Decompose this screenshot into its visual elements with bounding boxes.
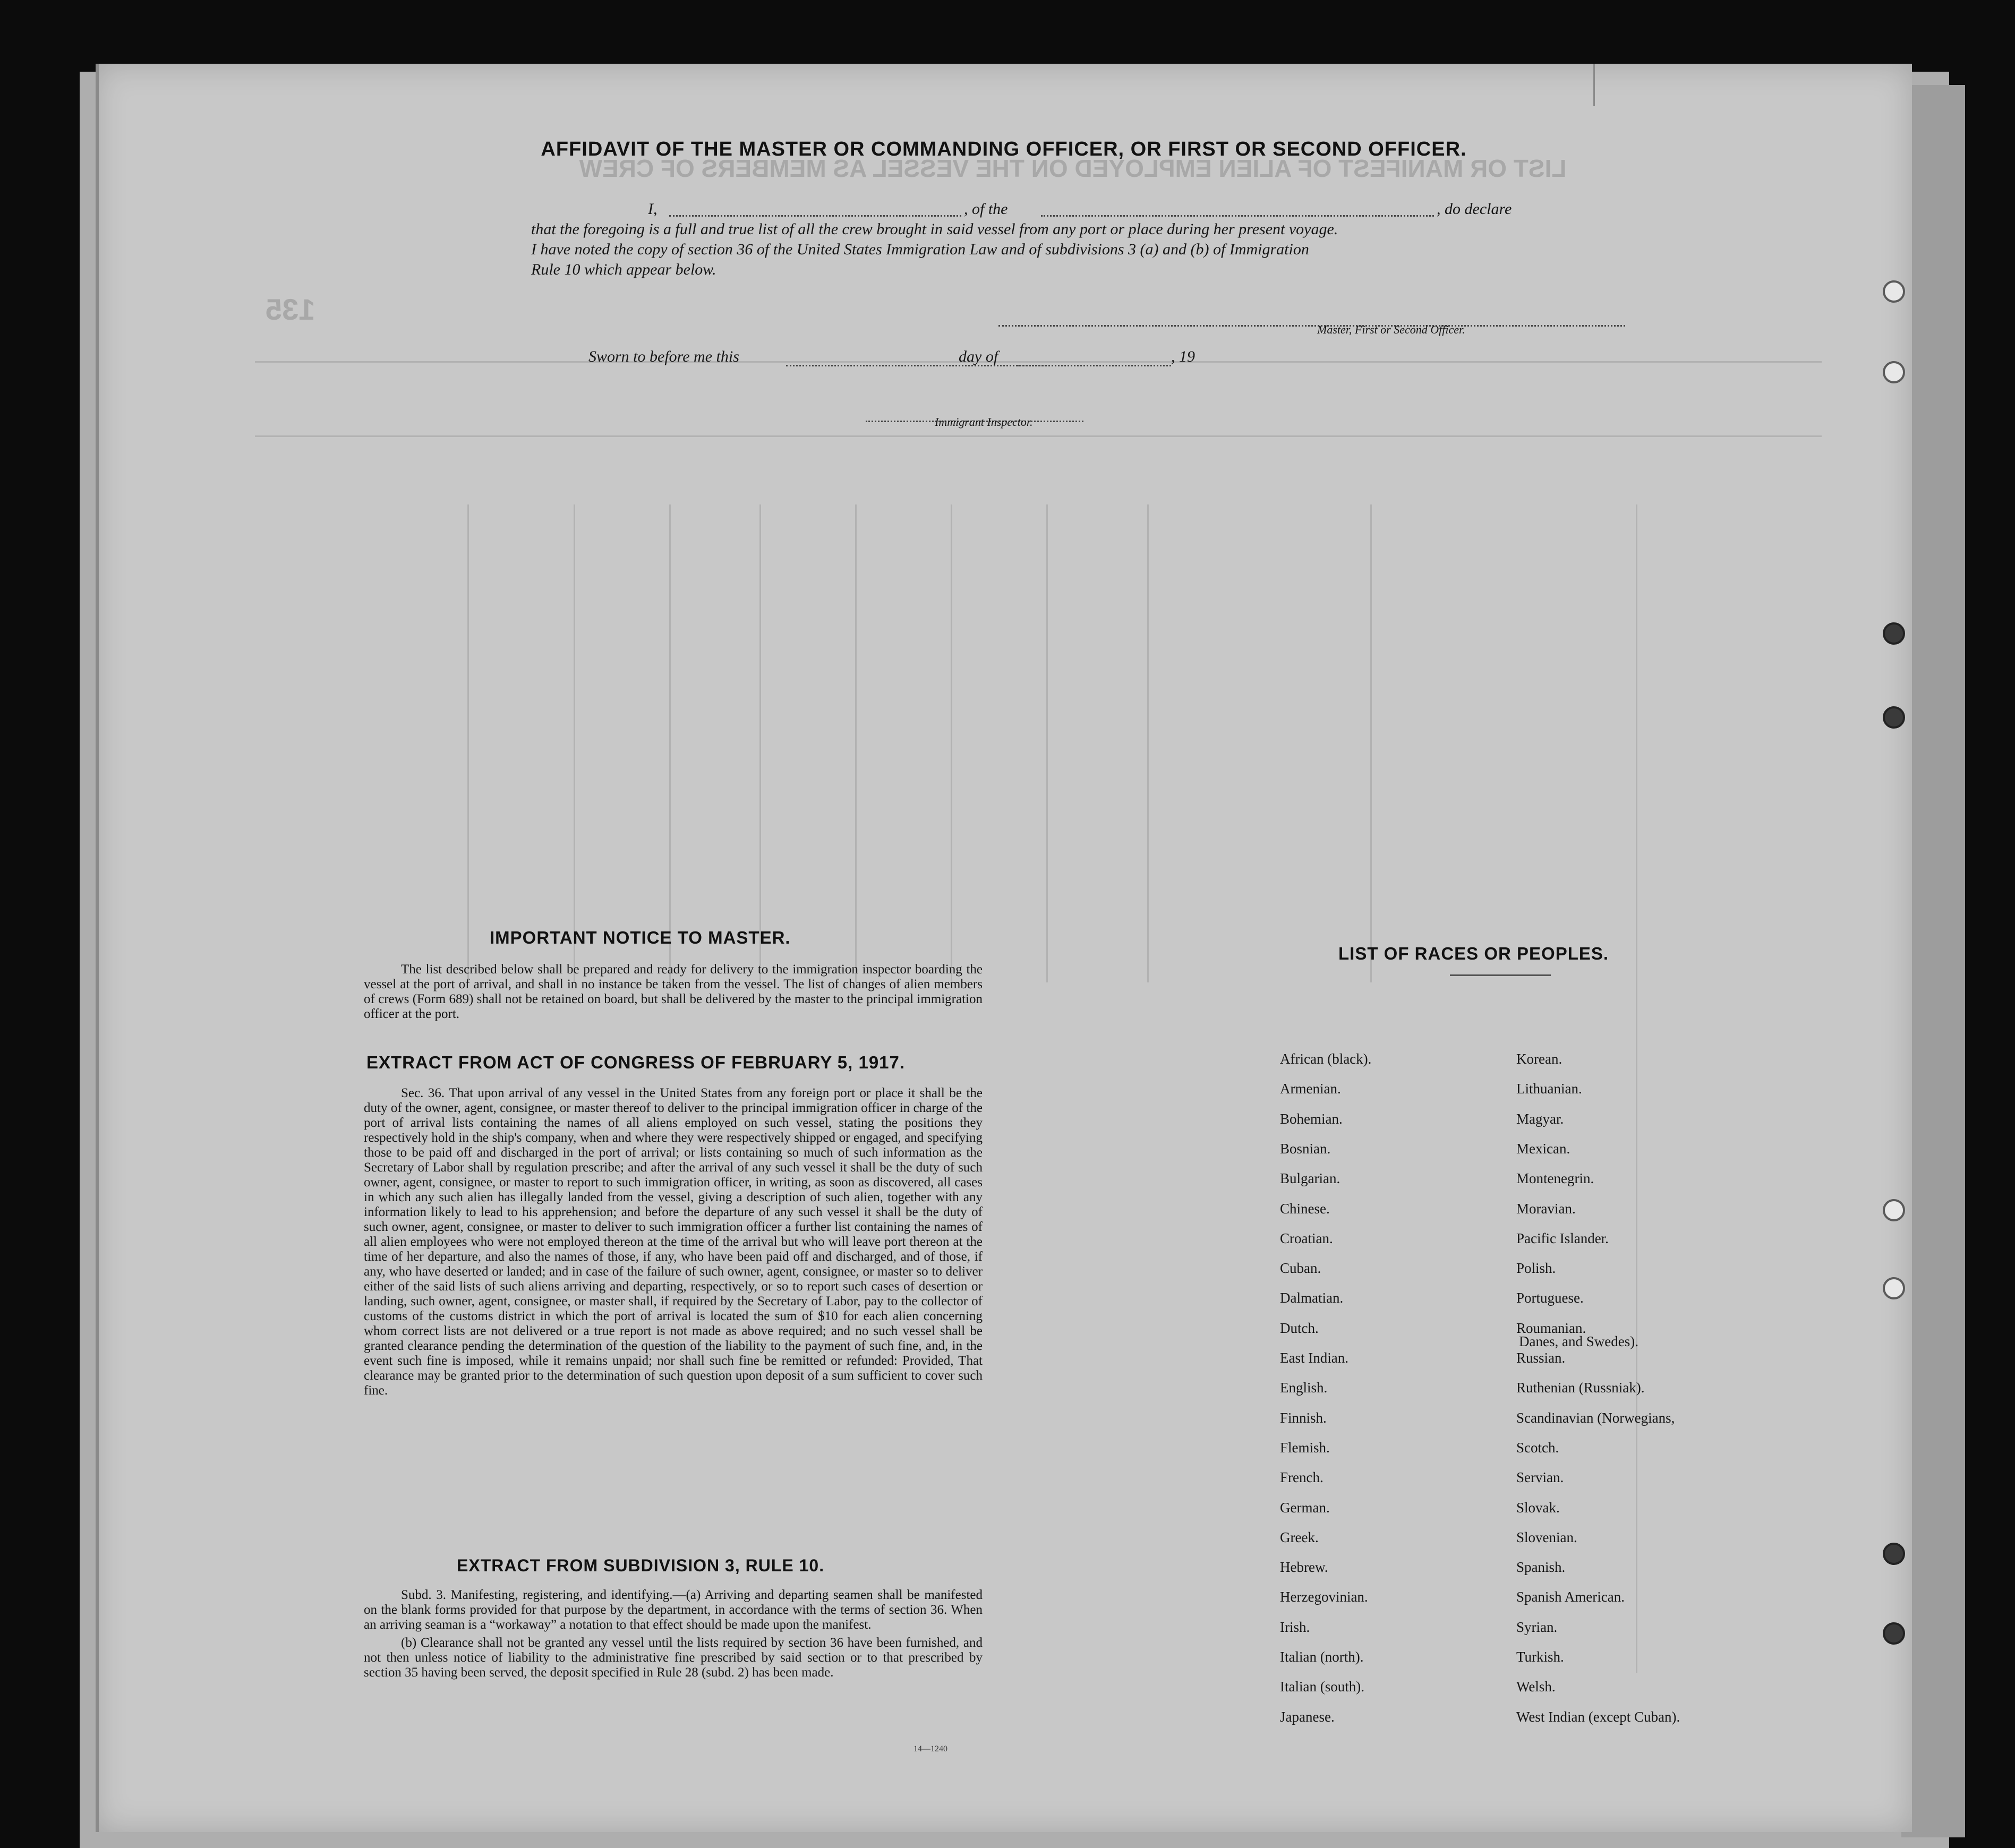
page-fold-mark xyxy=(1593,64,1595,106)
race-item: German. xyxy=(1280,1500,1330,1516)
sworn-label: Sworn to before me this xyxy=(588,348,739,365)
declaration-do-declare: , do declare xyxy=(1437,200,1512,218)
race-item: Servian. xyxy=(1516,1469,1564,1485)
ghost-column-rule xyxy=(1636,504,1637,1673)
race-item: Spanish. xyxy=(1516,1559,1566,1575)
race-item: Montenegrin. xyxy=(1516,1170,1594,1186)
race-item: Scandinavian (Norwegians, xyxy=(1516,1410,1675,1426)
race-item: Portuguese. xyxy=(1516,1290,1584,1306)
sworn-day-blank[interactable] xyxy=(786,353,1046,366)
race-item: Irish. xyxy=(1280,1619,1310,1635)
page-edge-left xyxy=(96,64,99,1832)
form-number: 14—1240 xyxy=(913,1744,947,1753)
race-item: Moravian. xyxy=(1516,1201,1576,1217)
race-item: Welsh. xyxy=(1516,1679,1556,1695)
ghost-rule xyxy=(255,435,1822,437)
master-label: Master, First or Second Officer. xyxy=(1317,323,1465,336)
binder-hole xyxy=(1883,280,1905,303)
ghost-column-rule xyxy=(669,504,671,982)
ghost-column-rule xyxy=(759,504,761,982)
notice-paragraph: The list described below shall be prepared and ready for delivery to the immigration inspector boarding the vessel at the port of arrival, and shall in no instance be taken from the vessel. The list of changes of alien members of crews (Form 689) shall not be retained on board, but shall be delivered by the master to the principal immigration officer at the port. xyxy=(364,962,983,1021)
race-item: Dalmatian. xyxy=(1280,1290,1344,1306)
race-item: Hebrew. xyxy=(1280,1559,1328,1575)
declaration-line-4: Rule 10 which appear below. xyxy=(531,261,716,278)
notice-body xyxy=(364,962,983,1025)
race-item-scandinavian-cont: Danes, and Swedes). xyxy=(1519,1333,1638,1349)
bleed-through-number: 135 xyxy=(266,293,315,326)
race-item: Syrian. xyxy=(1516,1619,1558,1635)
race-item: Slovenian. xyxy=(1516,1529,1577,1545)
race-item: Russian. xyxy=(1516,1350,1566,1366)
ghost-column-rule xyxy=(574,504,575,982)
rule-body xyxy=(364,1588,983,1683)
race-item: Finnish. xyxy=(1280,1410,1327,1426)
binder-hole xyxy=(1883,622,1905,645)
race-item: Turkish. xyxy=(1516,1649,1564,1665)
race-item: French. xyxy=(1280,1469,1324,1485)
race-item: Magyar. xyxy=(1516,1111,1564,1127)
declaration-i: I, xyxy=(648,200,658,218)
declaration-line-2: that the foregoing is a full and true list of all the crew brought in said vessel from any port or place during her present voyage. xyxy=(531,220,1338,238)
rule-paragraph-b: (b) Clearance shall not be granted any vessel until the lists required by section 36 have been furnished, and not then unless notice of liability to the administrative fine prescribed by said section or to that prescribed by section 35 having been served, the deposit specified in Rule 28 (subd. 2) has been made. xyxy=(364,1636,983,1680)
rule-heading: EXTRACT FROM SUBDIVISION 3, RULE 10. xyxy=(457,1556,825,1575)
day-of-label: day of xyxy=(959,348,998,365)
master-signature-line[interactable] xyxy=(998,313,1625,327)
race-item: Dutch. xyxy=(1280,1320,1319,1336)
races-heading: LIST OF RACES OR PEOPLES. xyxy=(1338,944,1609,963)
act-paragraph: Sec. 36. That upon arrival of any vessel in the United States from any foreign port or place it shall be the duty of the owner, agent, consignee, or master thereof to deliver to the principal immigration officer in charge of the port of arrival lists containing the names of all aliens employed on such vessel, stating the positions they respectively hold in the ship's company, when and where they were respectively shipped or engaged, and specifying those to be paid off and discharged in the port of arrival; or lists containing so much of such information as the Secretary of Labor shall by regulation prescribe; and after the arrival of any such vessel it shall be the duty of such owner, agent, consignee, or master to report to such immigration officer, in writing, as soon as discovered, all cases in which any such alien has illegally landed from the vessel, giving a description of such alien, together with any information likely to lead to his apprehension; and before the departure of any such vessel it shall be the duty of such owner, agent, consignee, or master to deliver to such immigration officer a further list containing the names of all alien employees who were not employed thereon at the time of the arrival but who will leave port thereon at the time of her departure, and also the names of those, if any, who have been paid off and discharged, and of those, if any, who have deserted or landed; and in case of the failure of such owner, agent, consignee, or master so to deliver either of the said lists of such aliens arriving and departing, respectively, or so to report such cases of desertion or landing, such owner, agent, consignee, or master shall, if required by the Secretary of Labor, pay to the collector of customs of the customs district in which the port of arrival is located the sum of $10 for each alien concerning whom correct lists are not delivered or a true report is not made as above required; and no such vessel shall be granted clearance pending the determination of the question of the liability to the payment of such fine, and, in the event such fine is imposed, while it remains unpaid; nor shall such fine be remitted or refunded: Provided, That clearance may be granted prior to the determination of such question upon deposit of a sum sufficient to cover such fine. xyxy=(364,1086,983,1398)
ghost-column-rule xyxy=(467,504,469,982)
declaration-line-1 xyxy=(531,199,1646,219)
act-body xyxy=(364,1086,983,1401)
race-item: Italian (north). xyxy=(1280,1649,1364,1665)
race-item: Flemish. xyxy=(1280,1440,1330,1456)
race-item: Mexican. xyxy=(1516,1141,1570,1157)
race-item: Korean. xyxy=(1516,1051,1563,1067)
race-item: Slovak. xyxy=(1516,1500,1560,1516)
races-heading-rule xyxy=(1450,974,1551,976)
race-item: Greek. xyxy=(1280,1529,1319,1545)
race-item: Cuban. xyxy=(1280,1260,1321,1276)
month-blank[interactable] xyxy=(1017,353,1171,366)
inspector-label: Immigrant Inspector. xyxy=(935,415,1033,429)
bleed-through-title: LIST OR MANIFEST OF ALIEN EMPLOYED ON THE VESSEL AS MEMBERS OF CREW xyxy=(579,155,1567,182)
race-item: Armenian. xyxy=(1280,1081,1341,1097)
year-label: , 19 xyxy=(1171,348,1195,365)
ghost-column-rule xyxy=(855,504,857,982)
race-item: African (black). xyxy=(1280,1051,1372,1067)
notice-heading: IMPORTANT NOTICE TO MASTER. xyxy=(490,928,791,947)
race-item: Scotch. xyxy=(1516,1440,1559,1456)
name-blank[interactable] xyxy=(669,203,961,217)
race-item: Herzegovinian. xyxy=(1280,1589,1368,1605)
binder-hole xyxy=(1883,1277,1905,1299)
binder-hole xyxy=(1883,1622,1905,1645)
ghost-column-rule xyxy=(1046,504,1048,982)
race-item: Bohemian. xyxy=(1280,1111,1343,1127)
binder-hole xyxy=(1883,706,1905,729)
race-item: East Indian. xyxy=(1280,1350,1348,1366)
ghost-column-rule xyxy=(951,504,952,982)
race-item: Ruthenian (Russniak). xyxy=(1516,1380,1645,1396)
race-item: Pacific Islander. xyxy=(1516,1230,1609,1246)
affidavit-title: AFFIDAVIT OF THE MASTER OR COMMANDING OFFICER, OR FIRST OR SECOND OFFICER. xyxy=(541,138,1467,160)
act-heading: EXTRACT FROM ACT OF CONGRESS OF FEBRUARY 5, 1917. xyxy=(366,1053,906,1072)
declaration-block xyxy=(531,199,1646,280)
race-item: English. xyxy=(1280,1380,1328,1396)
race-item: Spanish American. xyxy=(1516,1589,1625,1605)
race-item: Roumanian. xyxy=(1516,1320,1586,1336)
binder-hole xyxy=(1883,1199,1905,1221)
rule-paragraph-a: Subd. 3. Manifesting, registering, and identifying.—(a) Arriving and departing seamen shall be manifested on the blank forms provided for that purpose by the department, in accordance with the terms of section 36. When an arriving seaman is a “workaway” a notation to that effect should be made upon the manifest. xyxy=(364,1588,983,1632)
document-page xyxy=(96,64,1912,1832)
race-item: Bosnian. xyxy=(1280,1141,1331,1157)
declaration-of-the: , of the xyxy=(964,200,1008,218)
race-item: West Indian (except Cuban). xyxy=(1516,1709,1680,1725)
binder-hole xyxy=(1883,1543,1905,1565)
race-item: Lithuanian. xyxy=(1516,1081,1582,1097)
race-item: Croatian. xyxy=(1280,1230,1333,1246)
race-item: Chinese. xyxy=(1280,1201,1330,1217)
vessel-blank[interactable] xyxy=(1041,203,1434,217)
declaration-line-3: I have noted the copy of section 36 of the United States Immigration Law and of subdivisions 3 (a) and (b) of Immigration xyxy=(531,241,1309,258)
binder-hole xyxy=(1883,361,1905,383)
ghost-column-rule xyxy=(1147,504,1149,982)
ghost-column-rule xyxy=(1370,504,1372,982)
race-item: Italian (south). xyxy=(1280,1679,1364,1695)
race-item: Polish. xyxy=(1516,1260,1556,1276)
race-item: Japanese. xyxy=(1280,1709,1335,1725)
race-item: Bulgarian. xyxy=(1280,1170,1341,1186)
